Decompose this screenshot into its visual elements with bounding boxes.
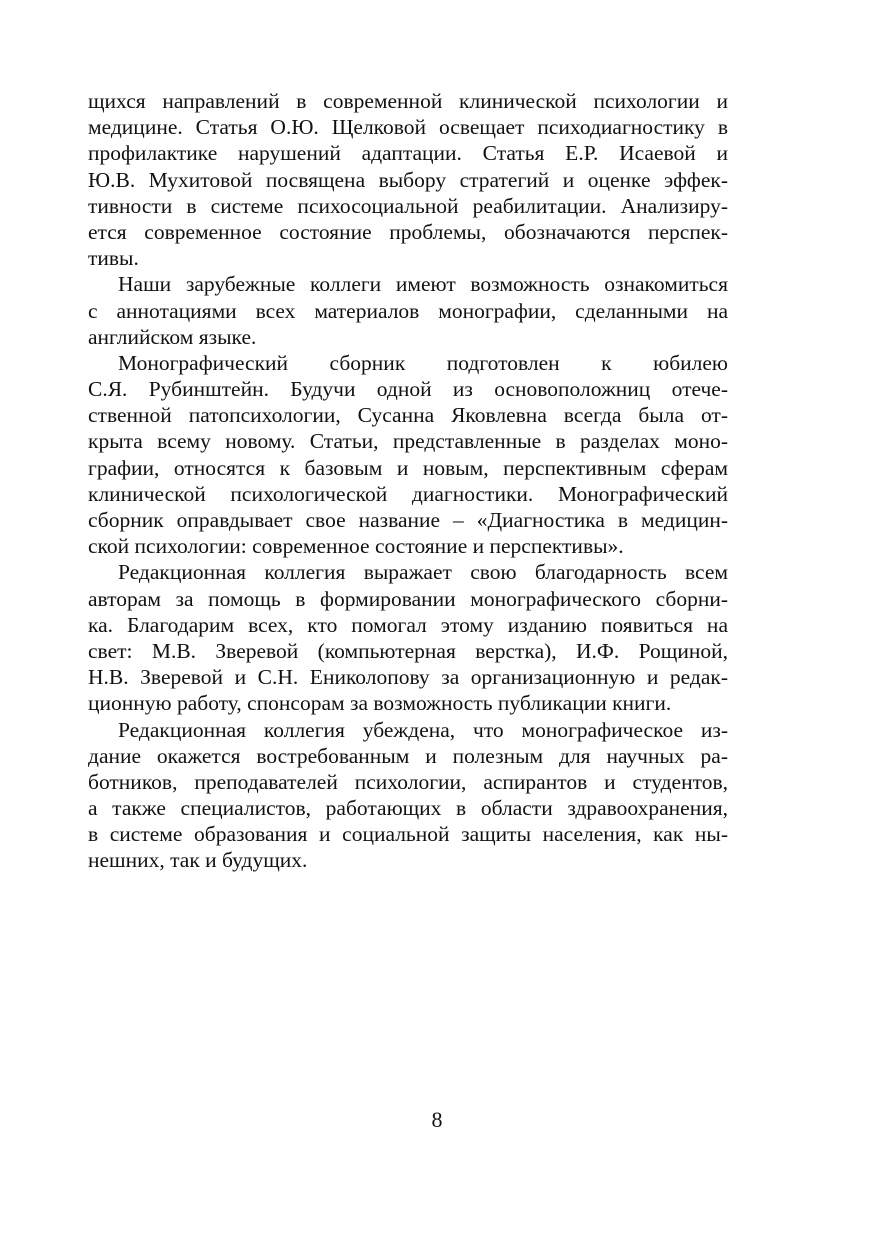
text-line: графии, относятся к базовым и новым, перспективным сферам: [88, 455, 728, 480]
paragraph-2: [88, 271, 728, 350]
paragraph-5: [88, 717, 728, 874]
text-line: ка. Благодарим всех, кто помогал этому изданию появиться на: [88, 612, 728, 637]
text-line: щихся направлений в современной клинической психологии и: [88, 89, 728, 113]
text-line: медицине. Статья О.Ю. Щелковой освещает психодиагностику в: [88, 115, 728, 140]
text-line: Редакционная коллегия выражает свою благодарность всем: [118, 560, 728, 585]
body-text: [88, 88, 728, 874]
text-line: а также специалистов, работающих в области здравоохранения,: [88, 796, 728, 821]
text-line: тивы.: [88, 246, 139, 271]
text-line: сборник оправдывает свое название – «Диагностика в медицин-: [88, 508, 728, 532]
text-line: ется современное состояние проблемы, обозначаются перспек-: [88, 219, 728, 244]
text-line: Н.В. Зверевой и С.Н. Ениколопову за организационную и редак-: [88, 665, 728, 690]
text-line: С.Я. Рубинштейн. Будучи одной из основоположниц отече-: [88, 377, 728, 402]
text-line: ской психологии: современное состояние и перспективы».: [88, 534, 624, 559]
text-line: клинической психологической диагностики. Монографический: [88, 481, 728, 506]
text-line: дание окажется востребованным и полезным для научных ра-: [88, 743, 728, 768]
text-line: Редакционная коллегия убеждена, что монографическое из-: [118, 717, 728, 742]
paragraph-4: [88, 559, 728, 716]
text-line: Наши зарубежные коллеги имеют возможность ознакомиться: [118, 272, 728, 297]
text-line: Монографический сборник подготовлен к юбилею: [118, 350, 728, 375]
text-line: ционную работу, спонсорам за возможность публикации книги.: [88, 691, 672, 716]
paragraph-3: [88, 350, 728, 560]
text-line: тивности в системе психосоциальной реабилитации. Анализиру-: [88, 193, 728, 218]
text-line: авторам за помощь в формировании монографического сборни-: [88, 586, 728, 611]
text-line: в системе образования и социальной защиты населения, как ны-: [88, 822, 728, 847]
text-line: Ю.В. Мухитовой посвящена выбору стратегий и оценке эффек-: [88, 167, 728, 192]
text-line: ботников, преподавателей психологии, аспирантов и студентов,: [88, 769, 728, 794]
text-line: свет: М.В. Зверевой (компьютерная верстка), И.Ф. Рощиной,: [88, 638, 728, 663]
text-line: ственной патопсихологии, Сусанна Яковлевна всегда была от-: [88, 403, 728, 428]
text-line: нешних, так и будущих.: [88, 848, 308, 873]
page-number: 8: [431, 1107, 443, 1132]
text-line: с аннотациями всех материалов монографии, сделанными на: [88, 298, 728, 323]
text-line: крыта всему новому. Статьи, представленные в разделах моно-: [88, 429, 728, 454]
text-line: английском языке.: [88, 324, 257, 349]
paragraph-1: [88, 88, 728, 271]
text-line: профилактике нарушений адаптации. Статья Е.Р. Исаевой и: [88, 141, 728, 166]
